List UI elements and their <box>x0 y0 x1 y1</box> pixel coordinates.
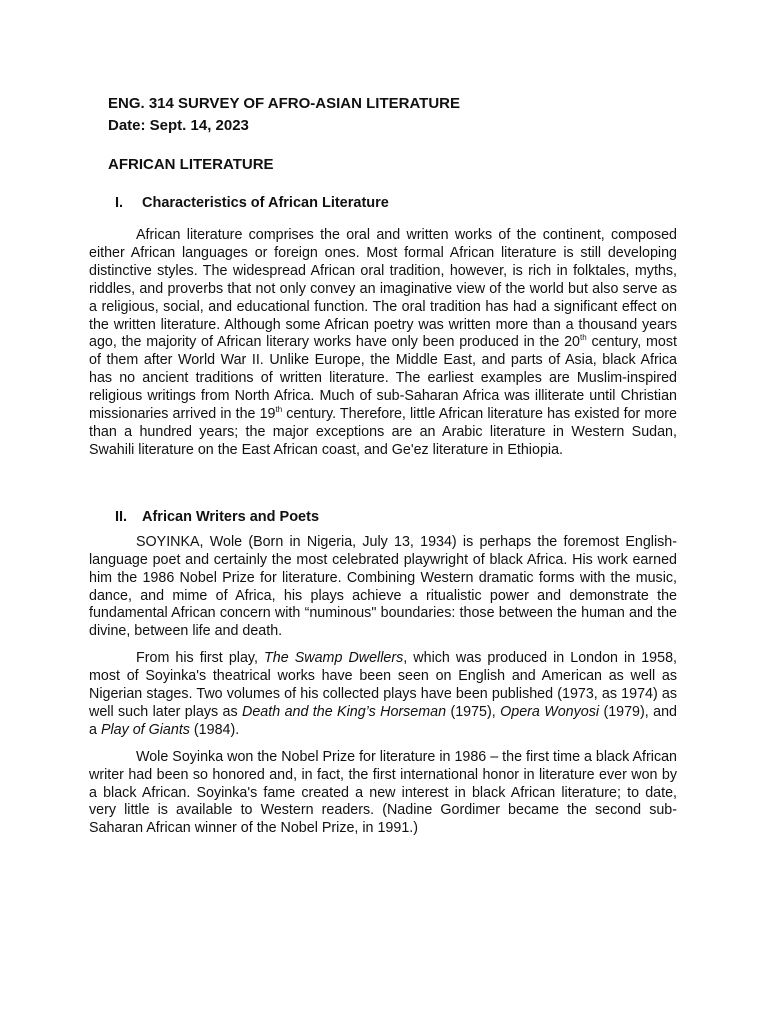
document-body <box>89 93 677 838</box>
section-title: AFRICAN LITERATURE <box>108 156 274 173</box>
heading-text: African Writers and Poets <box>142 508 320 525</box>
paragraph-text: (1979), and a <box>89 703 677 738</box>
paragraph-soyinka-bio: SOYINKA, Wole (Born in Nigeria, July 13, 1934) is perhaps the foremost English-language poet and certainly the most celebrated playwright of black Africa. His work earned him the 1986 Nobel Prize for literature. Combining Western dramatic forms with the music, dance, and mime of Africa, his plays achieve a ritualistic power and demonstrate the fundamental African concern with “numinous" boundaries: those between the human and the divine, between life and death. <box>89 533 677 640</box>
superscript: th <box>580 333 587 343</box>
paragraph-characteristics <box>89 227 677 460</box>
heading-number: II. <box>115 508 128 525</box>
paragraph-text: (1975), <box>446 703 501 720</box>
course-title: ENG. 314 SURVEY OF AFRO-ASIAN LITERATURE <box>108 95 460 112</box>
paragraph-nobel-prize: Wole Soyinka won the Nobel Prize for literature in 1986 – the first time a black African writer had been so honored and, in fact, the first international honor in literature ever won by a black African. Soyinka's fame created a new interest in black African literature; to date, very little is available to Western readers. (Nadine Gordimer became the second sub-Saharan African winner of the Nobel Prize, in 1991.) <box>89 748 677 837</box>
heading-number: I. <box>115 195 124 211</box>
superscript: th <box>275 405 283 415</box>
paragraph-text: (1984). <box>189 721 240 738</box>
heading-characteristics <box>115 192 677 214</box>
paragraph-soyinka-plays <box>89 650 677 740</box>
document-date: Date: Sept. 14, 2023 <box>108 117 249 134</box>
paragraph-text: , which was produced in London in 1958, most of Soyinka's theatrical works have been seen on English and American as well as Nigerian stages. Two volumes of his collected plays have been published (1973, as 1974) as well such later plays as <box>89 650 677 720</box>
play-title: Death and the King’s Horseman <box>242 703 447 720</box>
paragraph-text: century. Therefore, little African literature has existed for more than a hundred years; the major exceptions are an Arabic literature in Western Sudan, Swahili literature on the East African coast, and Ge'ez literature in Ethiopia. <box>89 406 677 458</box>
paragraph-text: From his first play, <box>136 650 265 667</box>
play-title: Play of Giants <box>100 721 190 738</box>
play-title: The Swamp Dwellers <box>264 650 404 667</box>
paragraph-text: century, most of them after World War II. Unlike Europe, the Middle East, and parts of Asia, black Africa has no ancient traditions of written literature. The earliest examples are Muslim-inspired religious writings from North Africa. Much of sub-Saharan Africa was illiterate until Christian missionaries arrived in the 19 <box>89 334 677 423</box>
play-title: Opera Wonyosi <box>500 703 600 720</box>
paragraph-text: African literature comprises the oral and written works of the continent, composed either African languages or foreign ones. Most formal African literature is still developing distinctive styles. The widespread African oral tradition, however, is rich in folktales, myths, riddles, and proverbs that not only convey an imaginative view of the world but also serve as a religious, social, and educational function. The oral tradition has had a significant effect on the written literature. Although some African poetry was written more than a thousand years ago, the majority of African literary works have only been produced in the 20 <box>89 227 677 351</box>
heading-writers-poets <box>115 506 677 528</box>
heading-text: Characteristics of African Literature <box>142 195 389 211</box>
